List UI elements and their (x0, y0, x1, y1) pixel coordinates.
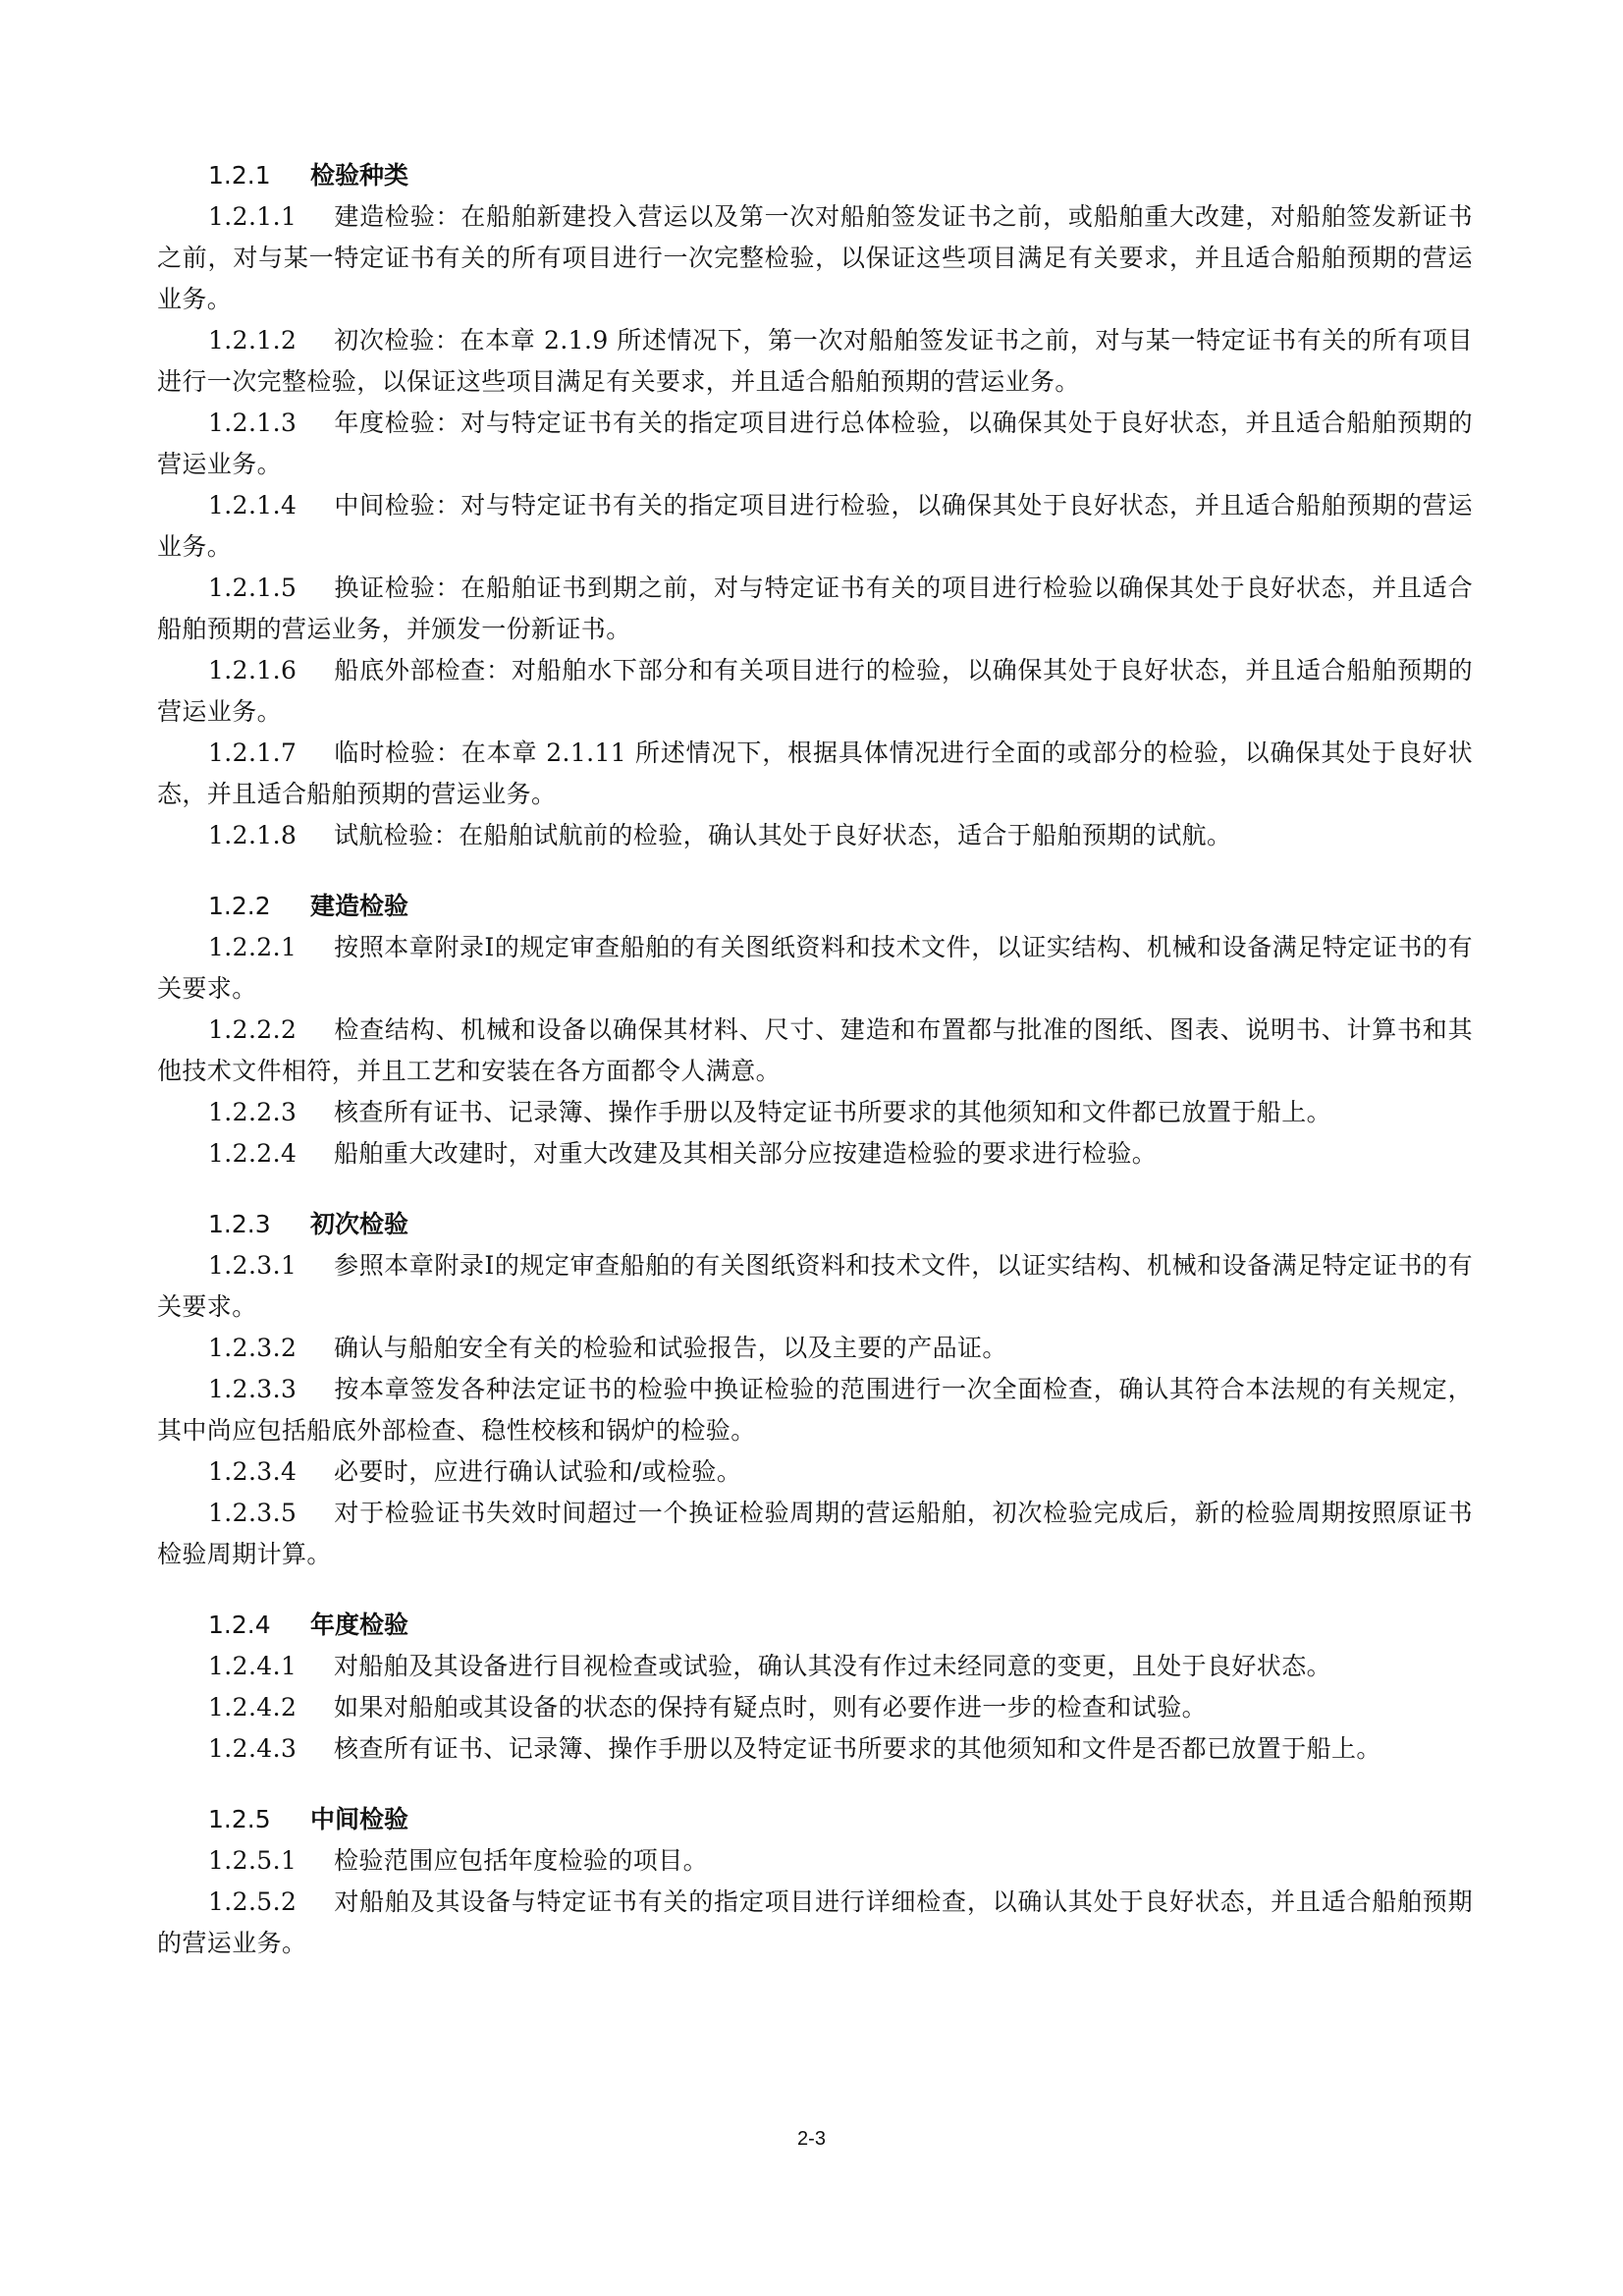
paragraph-number: 1.2.3.4 (208, 1457, 298, 1486)
section-1-2-2 (157, 886, 1473, 1175)
section-title: 检验种类 (310, 161, 409, 190)
section-heading (157, 886, 1473, 927)
paragraph-number: 1.2.5.2 (208, 1887, 298, 1916)
paragraph (157, 815, 1473, 856)
section-number: 1.2.3 (208, 1210, 271, 1238)
paragraph-text: 按照本章附录Ⅰ的规定审查船舶的有关图纸资料和技术文件，以证实结构、机械和设备满足特定证书的有关要求。 (157, 933, 1473, 1003)
paragraph-number: 1.2.3.3 (208, 1375, 298, 1403)
paragraph-number: 1.2.1.4 (208, 491, 298, 519)
section-heading (157, 1605, 1473, 1646)
paragraph (157, 1728, 1473, 1770)
paragraph-text: 按本章签发各种法定证书的检验中换证检验的范围进行一次全面检查，确认其符合本法规的有关规定，其中尚应包括船底外部检查、稳性校核和锅炉的检验。 (157, 1375, 1473, 1445)
section-1-2-5 (157, 1799, 1473, 1964)
page-content (157, 155, 1473, 1964)
paragraph (157, 650, 1473, 733)
section-number: 1.2.2 (208, 892, 271, 920)
paragraph-number: 1.2.1.5 (208, 574, 298, 602)
paragraph-text: 对于检验证书失效时间超过一个换证检验周期的营运船舶，初次检验完成后，新的检验周期按照原证书检验周期计算。 (157, 1499, 1473, 1568)
paragraph (157, 1687, 1473, 1728)
paragraph-text: 对船舶及其设备与特定证书有关的指定项目进行详细检查，以确认其处于良好状态，并且适合船舶预期的营运业务。 (157, 1887, 1473, 1957)
paragraph-number: 1.2.4.1 (208, 1652, 298, 1680)
section-number: 1.2.1 (208, 161, 271, 190)
paragraph-number: 1.2.3.5 (208, 1499, 298, 1527)
paragraph (157, 1369, 1473, 1451)
paragraph (157, 403, 1473, 485)
paragraph-number: 1.2.1.2 (208, 326, 298, 355)
paragraph-number: 1.2.2.3 (208, 1098, 298, 1126)
paragraph-number: 1.2.2.2 (208, 1015, 298, 1044)
paragraph-text: 年度检验：对与特定证书有关的指定项目进行总体检验，以确保其处于良好状态，并且适合船舶预期的营运业务。 (157, 409, 1473, 478)
paragraph (157, 1493, 1473, 1575)
paragraph (157, 1010, 1473, 1092)
paragraph-number: 1.2.1.1 (208, 202, 298, 231)
section-title: 中间检验 (310, 1805, 409, 1833)
paragraph (157, 1646, 1473, 1687)
paragraph-number: 1.2.4.3 (208, 1734, 298, 1763)
paragraph-text: 船底外部检查：对船舶水下部分和有关项目进行的检验，以确保其处于良好状态，并且适合船舶预期的营运业务。 (157, 656, 1473, 726)
paragraph-number: 1.2.2.1 (208, 933, 298, 961)
paragraph (157, 1092, 1473, 1133)
paragraph (157, 1451, 1473, 1493)
section-1-2-3 (157, 1204, 1473, 1575)
paragraph-text: 核查所有证书、记录簿、操作手册以及特定证书所要求的其他须知和文件是否都已放置于船上。 (334, 1734, 1381, 1763)
paragraph (157, 568, 1473, 650)
paragraph-text: 核查所有证书、记录簿、操作手册以及特定证书所要求的其他须知和文件都已放置于船上。 (334, 1098, 1332, 1126)
paragraph (157, 1245, 1473, 1328)
paragraph-text: 建造检验：在船舶新建投入营运以及第一次对船舶签发证书之前，或船舶重大改建，对船舶签发新证书之前，对与某一特定证书有关的所有项目进行一次完整检验，以保证这些项目满足有关要求，并且适合船舶预期的营运业务。 (157, 202, 1473, 313)
section-1-2-4 (157, 1605, 1473, 1770)
paragraph-text: 检查结构、机械和设备以确保其材料、尺寸、建造和布置都与批准的图纸、图表、说明书、计算书和其他技术文件相符，并且工艺和安装在各方面都令人满意。 (157, 1015, 1473, 1085)
paragraph (157, 1328, 1473, 1369)
paragraph-number: 1.2.1.3 (208, 409, 298, 437)
section-heading (157, 1204, 1473, 1245)
paragraph (157, 196, 1473, 320)
page-number: 2-3 (797, 2128, 826, 2150)
paragraph (157, 1133, 1473, 1175)
section-1-2-1 (157, 155, 1473, 856)
paragraph (157, 320, 1473, 403)
paragraph-number: 1.2.4.2 (208, 1693, 298, 1722)
paragraph-text: 换证检验：在船舶证书到期之前，对与特定证书有关的项目进行检验以确保其处于良好状态，并且适合船舶预期的营运业务，并颁发一份新证书。 (157, 574, 1473, 643)
paragraph (157, 733, 1473, 815)
paragraph-text: 如果对船舶或其设备的状态的保持有疑点时，则有必要作进一步的检查和试验。 (334, 1693, 1208, 1722)
paragraph-number: 1.2.3.1 (208, 1251, 298, 1280)
paragraph-text: 初次检验：在本章 2.1.9 所述情况下，第一次对船舶签发证书之前，对与某一特定证书有关的所有项目进行一次完整检验，以保证这些项目满足有关要求，并且适合船舶预期的营运业务。 (157, 326, 1473, 396)
paragraph-text: 试航检验：在船舶试航前的检验，确认其处于良好状态，适合于船舶预期的试航。 (334, 821, 1232, 849)
paragraph-number: 1.2.1.7 (208, 738, 298, 767)
section-title: 初次检验 (310, 1210, 409, 1238)
paragraph-number: 1.2.2.4 (208, 1139, 298, 1168)
paragraph-number: 1.2.1.8 (208, 821, 298, 849)
section-title: 建造检验 (310, 892, 409, 920)
paragraph-number: 1.2.3.2 (208, 1334, 298, 1362)
paragraph-text: 中间检验：对与特定证书有关的指定项目进行检验，以确保其处于良好状态，并且适合船舶预期的营运业务。 (157, 491, 1473, 561)
section-heading (157, 155, 1473, 196)
paragraph (157, 1882, 1473, 1964)
section-title: 年度检验 (310, 1611, 409, 1639)
paragraph-text: 对船舶及其设备进行目视检查或试验，确认其没有作过未经同意的变更，且处于良好状态。 (334, 1652, 1332, 1680)
paragraph-number: 1.2.1.6 (208, 656, 298, 684)
paragraph (157, 485, 1473, 568)
section-heading (157, 1799, 1473, 1840)
paragraph-text: 必要时，应进行确认试验和/或检验。 (334, 1457, 742, 1486)
paragraph-number: 1.2.5.1 (208, 1846, 298, 1875)
paragraph-text: 参照本章附录Ⅰ的规定审查船舶的有关图纸资料和技术文件，以证实结构、机械和设备满足特定证书的有关要求。 (157, 1251, 1473, 1321)
paragraph-text: 临时检验：在本章 2.1.11 所述情况下，根据具体情况进行全面的或部分的检验，以确保其处于良好状态，并且适合船舶预期的营运业务。 (157, 738, 1473, 808)
paragraph (157, 1840, 1473, 1882)
section-number: 1.2.5 (208, 1805, 271, 1833)
section-number: 1.2.4 (208, 1611, 271, 1639)
paragraph-text: 船舶重大改建时，对重大改建及其相关部分应按建造检验的要求进行检验。 (334, 1139, 1158, 1168)
paragraph (157, 927, 1473, 1010)
paragraph-text: 确认与船舶安全有关的检验和试验报告，以及主要的产品证。 (334, 1334, 1007, 1362)
paragraph-text: 检验范围应包括年度检验的项目。 (334, 1846, 709, 1875)
